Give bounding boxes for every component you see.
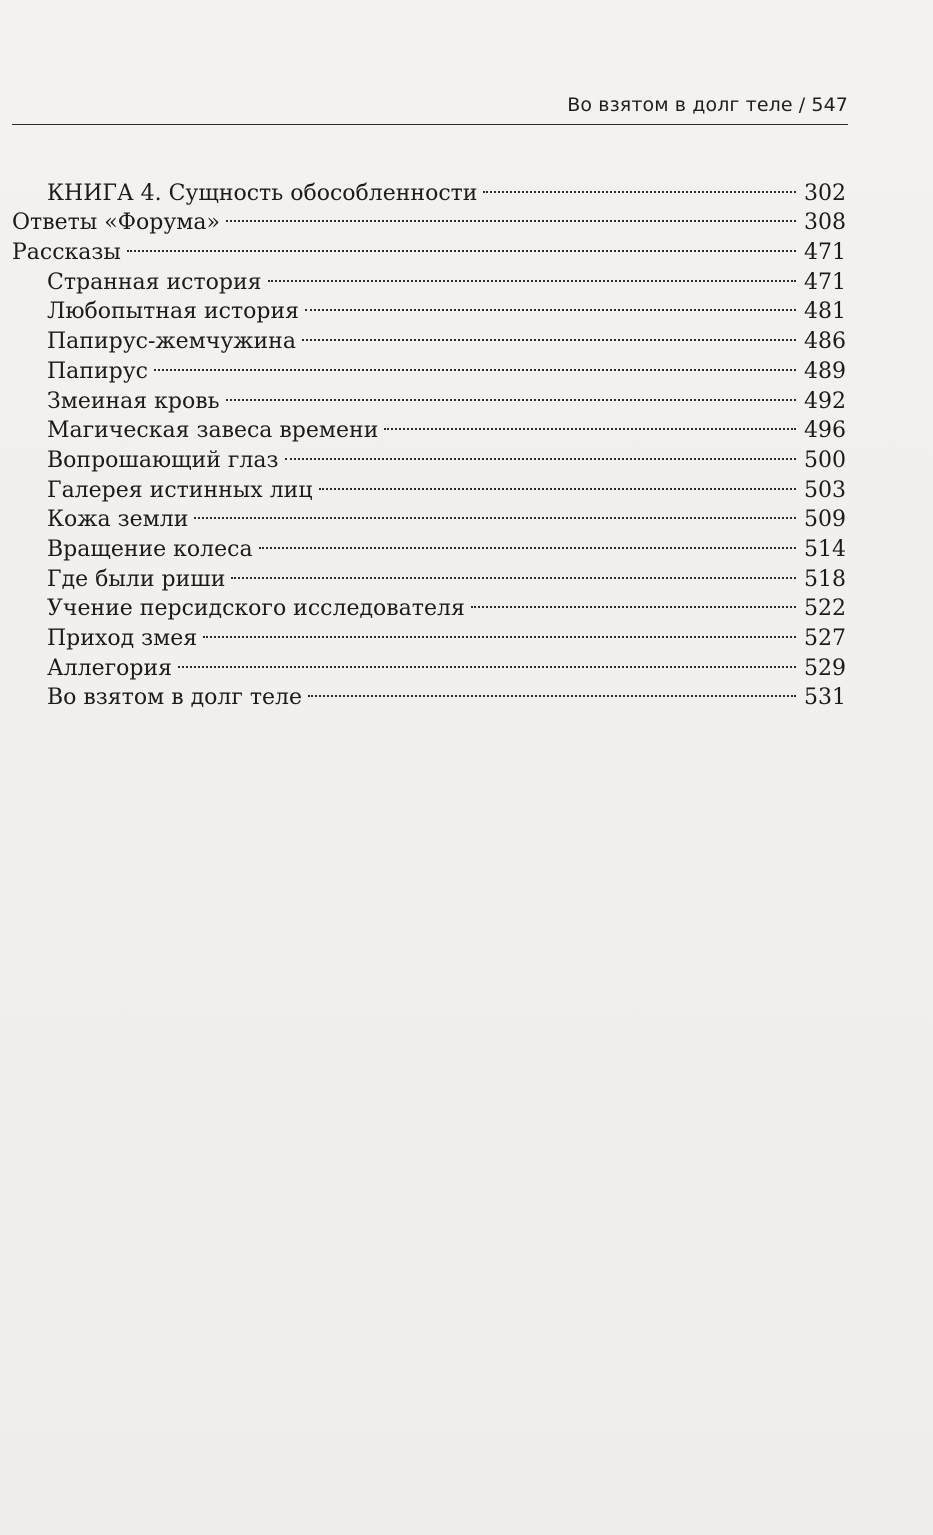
dot-leader <box>384 408 796 438</box>
toc-entry-title: Рассказы <box>12 240 121 266</box>
toc-entry-title: Кожа земли <box>47 507 189 533</box>
dot-leader <box>178 645 796 675</box>
toc-entry-title: Приход змея <box>47 626 198 651</box>
toc-entry-page-number: 509 <box>804 507 846 533</box>
toc-entry-title: Вопрошающий глаз <box>47 447 279 473</box>
running-header-text: Во взятом в долг теле / 547 <box>567 94 848 116</box>
toc-entry-page-number: 486 <box>804 329 846 355</box>
toc-entry-page-number: 531 <box>804 685 846 711</box>
dot-leader <box>203 615 796 645</box>
toc-entry <box>12 229 846 266</box>
toc-entry-title: Галерея истинных лиц <box>47 477 313 503</box>
toc-entry-title: Аллегория <box>47 655 173 681</box>
toc-entry-title: Странная история <box>47 269 262 295</box>
toc-entry-page-number: 529 <box>804 655 846 681</box>
toc-entry-page-number: 302 <box>804 180 846 206</box>
toc-entry-page-number: 481 <box>804 299 846 325</box>
toc-entry-page-number: 514 <box>804 536 846 562</box>
toc-entry-title: Ответы «Форума» <box>12 210 220 236</box>
dot-leader <box>259 526 796 556</box>
toc-entry-page-number: 527 <box>804 626 846 651</box>
toc-entry-page-number: 308 <box>804 210 846 236</box>
toc-entry-title: КНИГА 4. Сущность обособленности <box>47 180 478 206</box>
toc-entry-title: Любопытная история <box>47 299 300 325</box>
toc-entry <box>12 170 846 206</box>
dot-leader <box>483 170 796 200</box>
toc-entry-title: Учение персидского исследователя <box>47 596 465 622</box>
toc-entry <box>12 259 846 295</box>
toc-entry-page-number: 500 <box>804 447 846 473</box>
toc-entry-title: Где были риши <box>47 566 226 592</box>
toc-entry-page-number: 503 <box>804 477 846 503</box>
dot-leader <box>194 497 796 527</box>
dot-leader <box>308 675 796 705</box>
toc-entry-title: Папирус-жемчужина <box>47 329 296 355</box>
toc-entry-title: Змеиная кровь <box>47 388 220 414</box>
toc-entry-page-number: 489 <box>804 358 846 384</box>
dot-leader <box>226 378 796 408</box>
dot-leader <box>231 556 796 586</box>
toc-entry-page-number: 492 <box>804 388 846 414</box>
dot-leader <box>319 467 797 497</box>
toc-entry-page-number: 471 <box>804 269 846 295</box>
toc-entry-title: Магическая завеса времени <box>47 418 379 444</box>
dot-leader <box>302 318 796 348</box>
dot-leader <box>226 200 796 230</box>
toc-entry-page-number: 518 <box>804 566 846 592</box>
toc-entry-page-number: 522 <box>804 596 846 622</box>
dot-leader <box>471 586 796 616</box>
dot-leader <box>305 289 796 319</box>
toc-entry-page-number: 496 <box>804 418 846 444</box>
toc-entry-page-number: 471 <box>804 240 846 266</box>
toc-entry-title: Вращение колеса <box>47 536 253 562</box>
running-header <box>12 92 848 125</box>
toc-entry-title: Во взятом в долг теле <box>47 685 303 711</box>
toc-entry-title: Папирус <box>47 358 148 384</box>
dot-leader <box>285 437 796 467</box>
dot-leader <box>154 348 796 378</box>
dot-leader <box>127 229 796 259</box>
dot-leader <box>268 259 796 289</box>
table-of-contents <box>12 170 846 711</box>
